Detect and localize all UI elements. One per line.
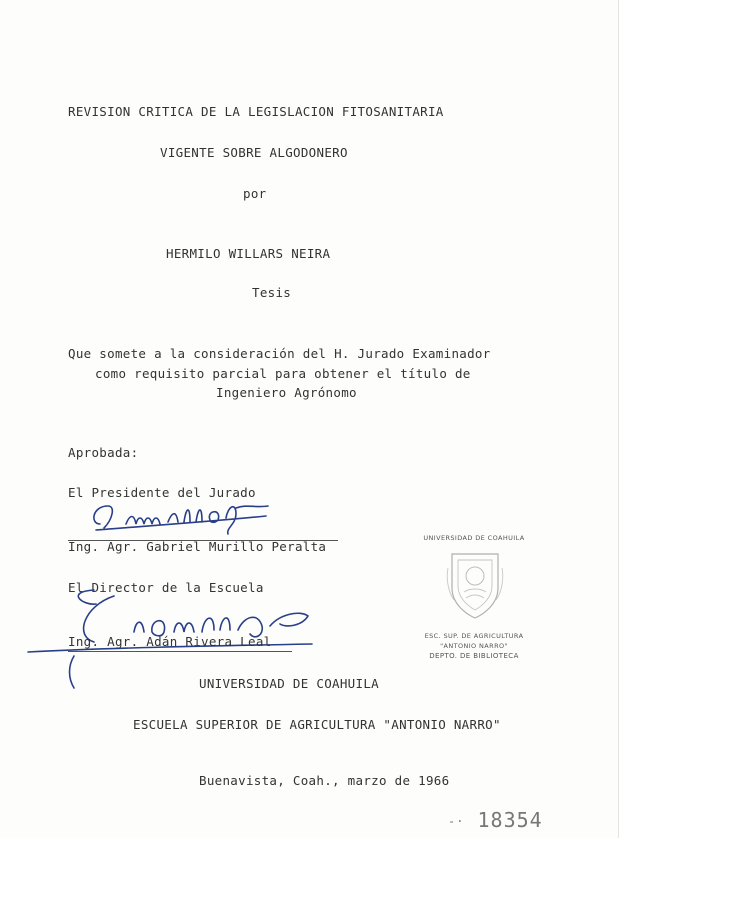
director-label: El Director de la Escuela <box>68 580 264 595</box>
title-line-1: REVISION CRITICA DE LA LEGISLACION FITOSANITARIA <box>68 104 444 119</box>
stamp-top-text: UNIVERSIDAD DE COAHUILA <box>423 534 525 542</box>
library-stamp <box>408 528 540 666</box>
director-name: Ing. Agr. Adán Rivera Leal <box>68 634 272 649</box>
purpose-line-1: Que somete a la consideración del H. Jurado Examinador <box>68 346 491 361</box>
author-name: HERMILO WILLARS NEIRA <box>166 246 331 261</box>
president-signature <box>86 494 276 540</box>
director-signature-line <box>68 651 292 652</box>
accession-number <box>448 808 543 832</box>
stamp-line-3: DEPTO. DE BIBLIOTECA <box>429 652 519 660</box>
document-type: Tesis <box>252 285 292 300</box>
seal-emblem-icon <box>444 548 506 620</box>
president-label: El Presidente del Jurado <box>68 485 256 500</box>
dash-mark: -· <box>448 814 465 829</box>
by-label: por <box>243 186 267 201</box>
president-name: Ing. Agr. Gabriel Murillo Peralta <box>68 539 327 554</box>
accession-number-value: 18354 <box>477 808 543 832</box>
title-line-2: VIGENTE SOBRE ALGODONERO <box>160 145 348 160</box>
school-name: ESCUELA SUPERIOR DE AGRICULTURA "ANTONIO NARRO" <box>133 717 501 732</box>
purpose-line-2: como requisito parcial para obtener el título de <box>95 366 471 381</box>
stamp-line-1: ESC. SUP. DE AGRICULTURA <box>424 632 524 640</box>
approved-label: Aprobada: <box>68 445 139 460</box>
place-date: Buenavista, Coah., marzo de 1966 <box>199 773 450 788</box>
university-name: UNIVERSIDAD DE COAHUILA <box>199 676 379 691</box>
purpose-line-3: Ingeniero Agrónomo <box>216 385 357 400</box>
stamp-line-2: "ANTONIO NARRO" <box>440 642 508 650</box>
